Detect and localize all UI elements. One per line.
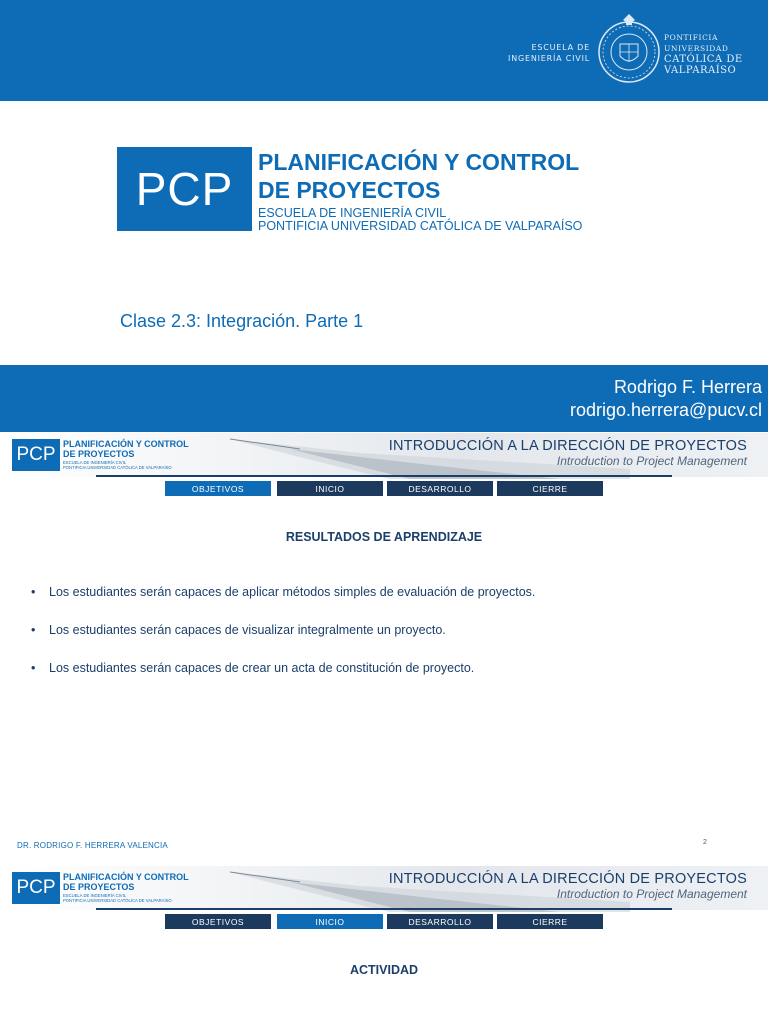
author-name: Rodrigo F. Herrera: [613, 377, 762, 397]
university-name: [664, 32, 743, 76]
header-title-line-1: PLANIFICACIÓN Y CONTROL: [63, 872, 189, 882]
tab-objetivos[interactable]: OBJETIVOS: [165, 481, 271, 496]
tab-objetivos[interactable]: OBJETIVOS: [165, 914, 271, 929]
course-subtitle-line-1: ESCUELA DE INGENIERÍA CIVIL: [258, 206, 447, 220]
course-subtitle: [258, 207, 582, 233]
header-title-line-1: PLANIFICACIÓN Y CONTROL: [63, 439, 189, 449]
course-title-line-2: DE PROYECTOS: [258, 177, 441, 203]
header-title-line-2: DE PROYECTOS: [63, 882, 135, 892]
univ-line-3: CATÓLICA DE: [664, 54, 743, 65]
slide-header: [0, 433, 768, 477]
slide-footer: DR. RODRIGO F. HERRERA VALENCIA: [17, 841, 168, 850]
header-course-title: [63, 872, 189, 892]
list-item: • Los estudiantes serán capaces de visualizar integralmente un proyecto.: [31, 623, 535, 638]
learning-outcomes-list: [31, 585, 535, 699]
tab-inicio[interactable]: INICIO: [277, 914, 383, 929]
univ-line-4: VALPARAÍSO: [664, 65, 737, 76]
course-subtitle-line-2: PONTIFICIA UNIVERSIDAD CATÓLICA DE VALPARAÍSO: [258, 219, 583, 233]
header-divider: [96, 908, 672, 910]
header-pcp-logo: PCP: [12, 872, 60, 904]
list-item: • Los estudiantes serán capaces de aplicar métodos simples de evaluación de proyectos.: [31, 585, 535, 600]
header-title-line-2: DE PROYECTOS: [63, 449, 135, 459]
univ-line-2: UNIVERSIDAD: [664, 44, 729, 53]
slide-header: [0, 866, 768, 910]
tab-cierre[interactable]: CIERRE: [497, 914, 603, 929]
page-number: 2: [703, 839, 707, 846]
bottom-banner: [0, 365, 768, 432]
top-banner: [0, 0, 768, 101]
header-course-title: [63, 439, 189, 459]
class-title: Clase 2.3: Integración. Parte 1: [120, 311, 364, 331]
tab-desarrollo[interactable]: DESARROLLO: [387, 481, 493, 496]
header-divider: [96, 475, 672, 477]
list-item: • Los estudiantes serán capaces de crear un acta de constitución de proyecto.: [31, 661, 535, 676]
header-course-subtitle: [63, 460, 172, 470]
school-name: [508, 42, 590, 64]
section-title: RESULTADOS DE APRENDIZAJE: [285, 530, 483, 544]
tab-desarrollo[interactable]: DESARROLLO: [387, 914, 493, 929]
university-seal-icon: [596, 12, 662, 86]
activity-slide: [0, 866, 768, 1024]
course-title-line-1: PLANIFICACIÓN Y CONTROL: [258, 149, 580, 175]
header-sub-line-1: ESCUELA DE INGENIERÍA CIVIL: [63, 893, 127, 898]
header-sub-line-1: ESCUELA DE INGENIERÍA CIVIL: [63, 460, 127, 465]
author-email[interactable]: rodrigo.herrera@pucv.cl: [569, 400, 762, 420]
header-pcp-logo: PCP: [12, 439, 60, 471]
school-line-2: INGENIERÍA CIVIL: [508, 54, 590, 63]
course-title: [258, 148, 579, 204]
title-slide: [0, 0, 768, 432]
tab-inicio[interactable]: INICIO: [277, 481, 383, 496]
module-title: INTRODUCCIÓN A LA DIRECCIÓN DE PROYECTOS: [388, 438, 747, 454]
module-title: INTRODUCCIÓN A LA DIRECCIÓN DE PROYECTOS: [388, 871, 747, 887]
header-course-subtitle: [63, 893, 172, 903]
section-title: ACTIVIDAD: [349, 963, 419, 977]
univ-line-1: PONTIFICIA: [664, 33, 719, 42]
header-sub-line-2: PONTIFICIA UNIVERSIDAD CATÓLICA DE VALPARAÍSO: [63, 898, 172, 903]
author-info: [570, 376, 762, 422]
school-line-1: ESCUELA DE: [531, 43, 590, 52]
module-subtitle: Introduction to Project Management: [556, 887, 747, 901]
header-sub-line-2: PONTIFICIA UNIVERSIDAD CATÓLICA DE VALPARAÍSO: [63, 465, 172, 470]
objectives-slide: [0, 433, 768, 865]
tab-cierre[interactable]: CIERRE: [497, 481, 603, 496]
module-subtitle: Introduction to Project Management: [556, 454, 747, 468]
section-nav: [0, 481, 768, 496]
section-nav: [0, 914, 768, 929]
pcp-logo: PCP: [117, 147, 252, 231]
